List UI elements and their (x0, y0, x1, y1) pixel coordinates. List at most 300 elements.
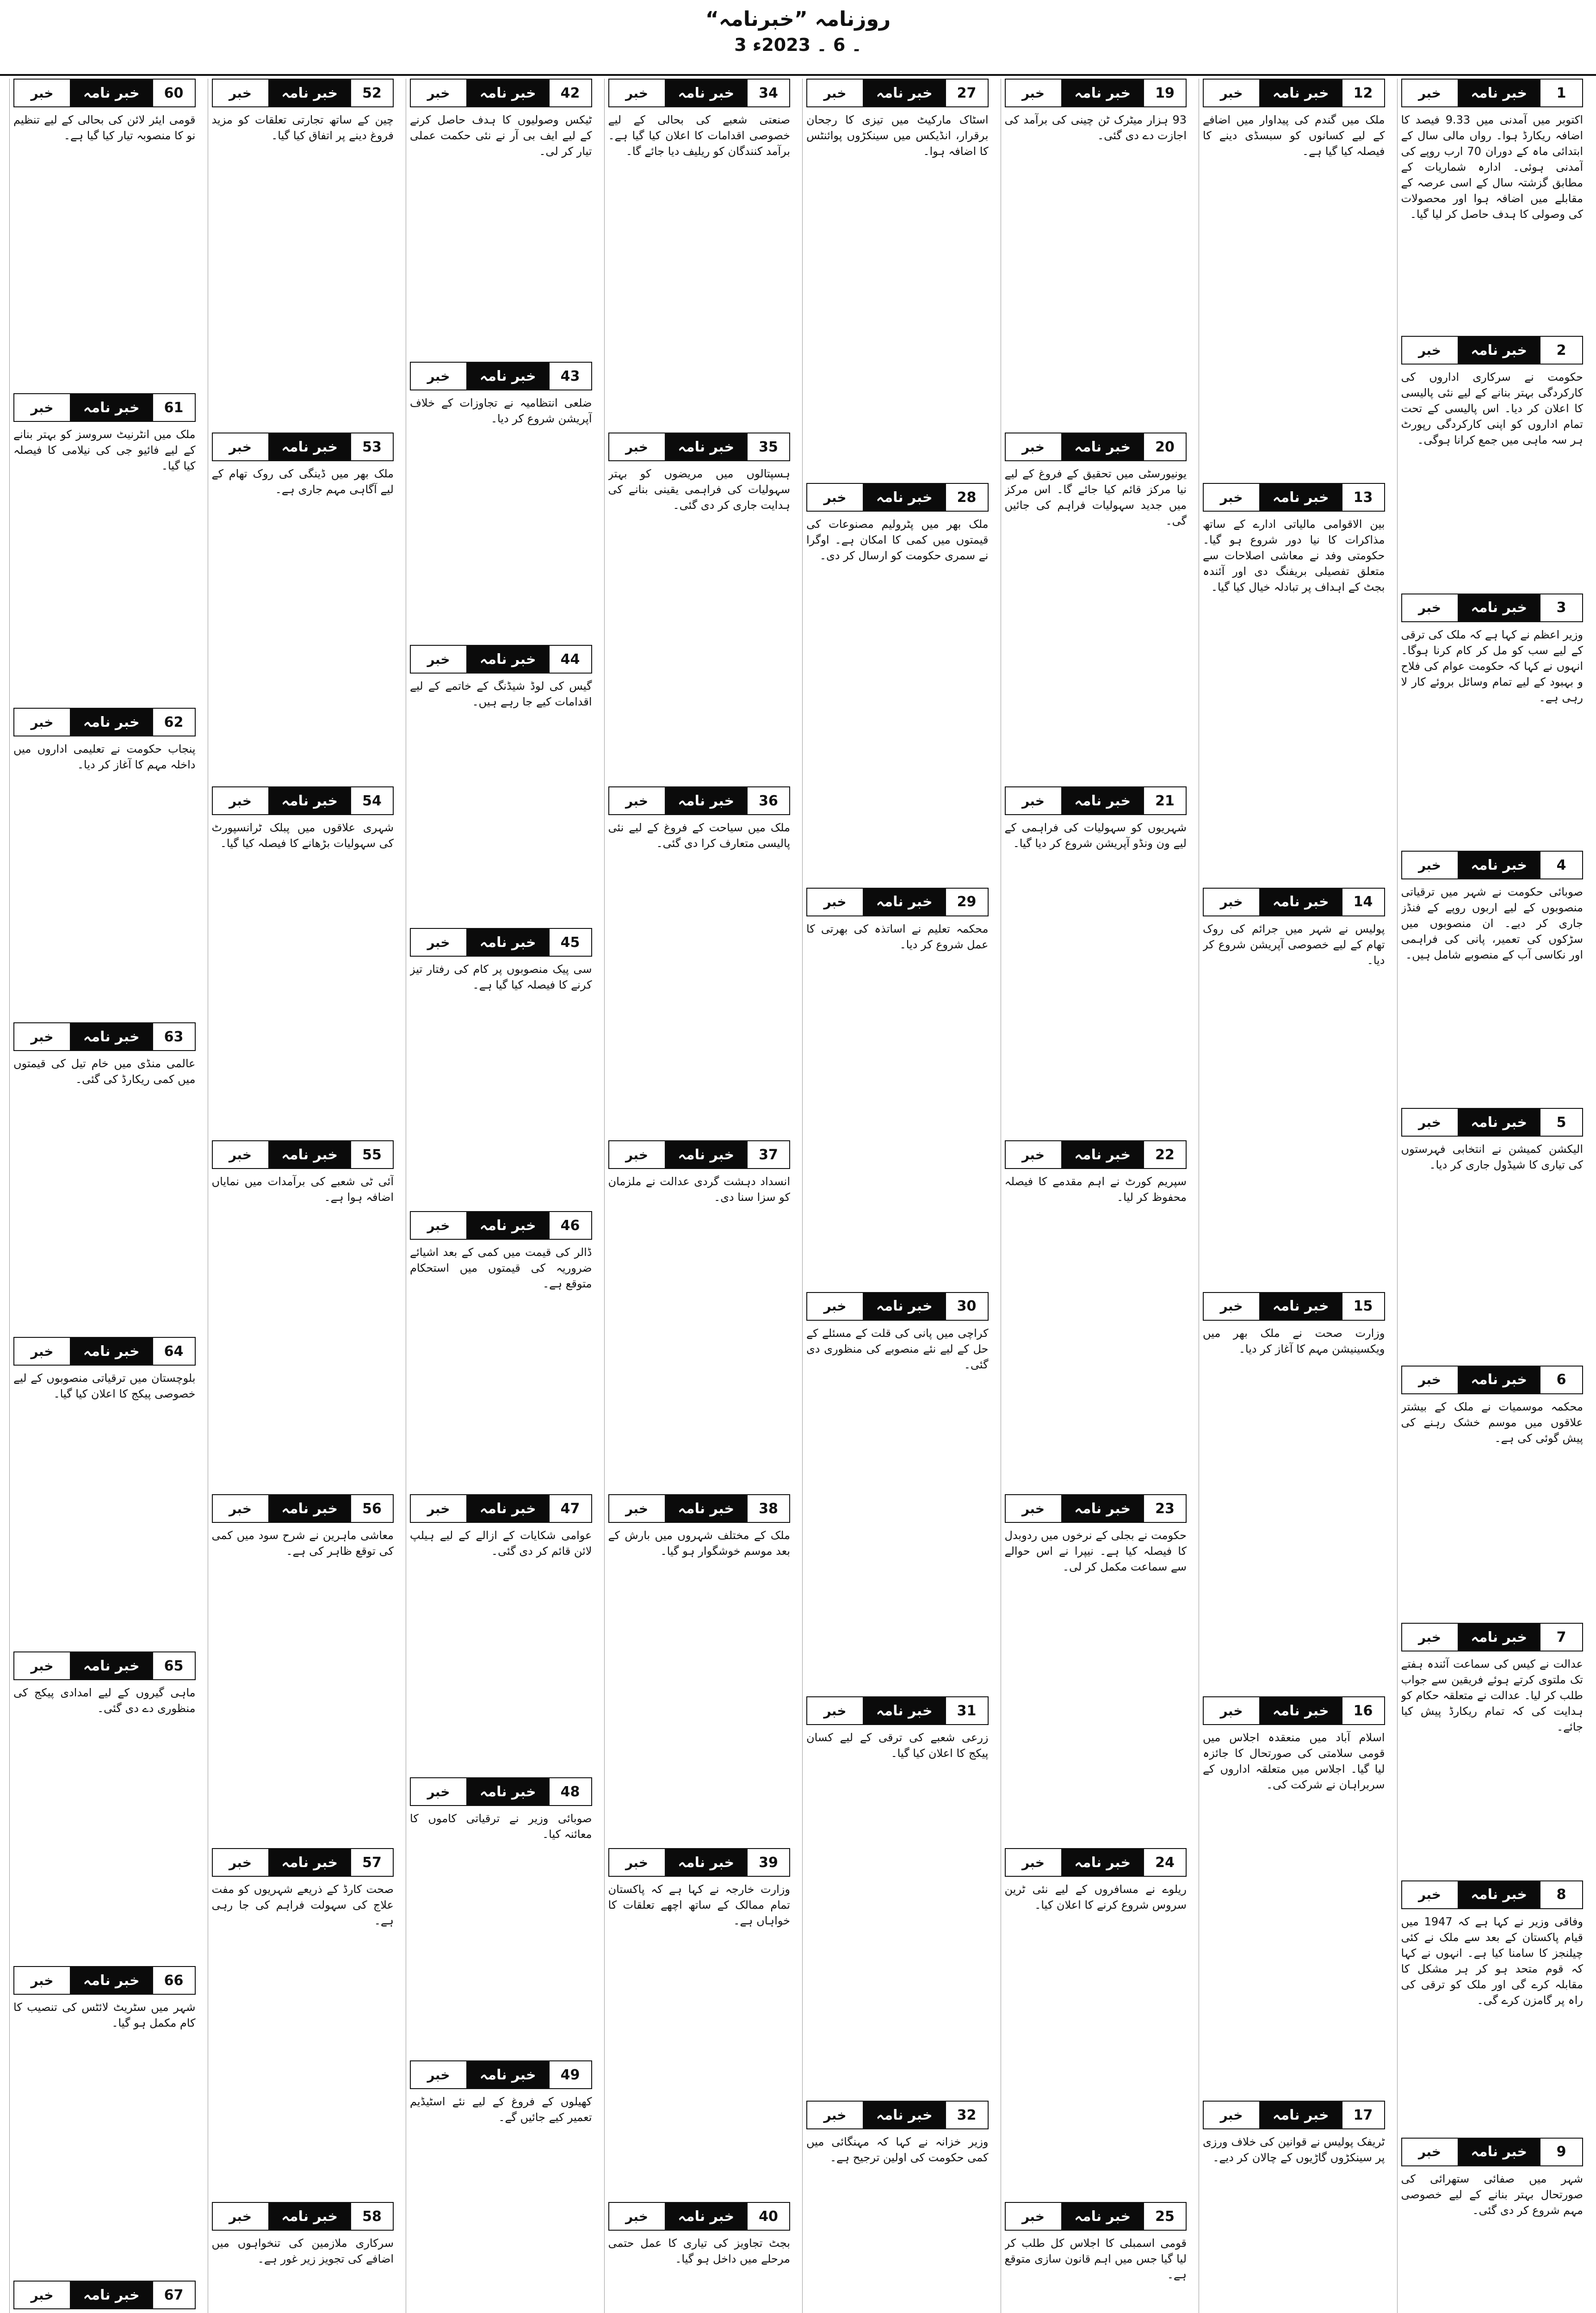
news-item-body: سرکاری ملازمین کی تنخواہوں میں اضافے کی تجویز زیر غور ہے۔ (211, 2237, 394, 2265)
news-item-tag: خبر (14, 1338, 71, 1365)
news-item (1005, 433, 1187, 782)
news-item (608, 786, 791, 1136)
news-item-header (13, 1337, 196, 1366)
news-item-header (806, 1696, 989, 1725)
news-item-section-label: خبر نامہ (467, 1778, 549, 1805)
news-item-tag: خبر (1006, 1495, 1062, 1522)
news-column (406, 79, 596, 2313)
news-item (1005, 1848, 1187, 2197)
news-item-number: 60 (152, 80, 195, 106)
news-column (1397, 79, 1587, 2313)
news-item (806, 1696, 989, 2096)
news-item-section-label: خبر نامہ (269, 1849, 351, 1876)
news-item-section-label: خبر نامہ (1062, 1141, 1144, 1168)
news-item-section-label: خبر نامہ (71, 80, 152, 106)
news-item-body: صحت کارڈ کے ذریعے شہریوں کو مفت علاج کی سہولت فراہم کی جا رہی ہے۔ (211, 1883, 394, 1927)
news-item-body: ملک بھر میں ڈینگی کی روک تھام کے لیے آگاہی مہم جاری ہے۔ (211, 467, 394, 496)
news-item-body: حکومت نے سرکاری اداروں کی کارکردگی بہتر بنانے کے لیے نئی پالیسی کا اعلان کر دیا۔ اس پالیسی کے تحت تمام اداروں کو اپنی کارکردگی رپورٹ ہر سہ ماہی میں جمع کرانا ہوگی۔ (1401, 371, 1583, 447)
news-item-number: 45 (549, 929, 591, 956)
news-item-tag: خبر (411, 1212, 467, 1239)
news-item-tag: خبر (213, 80, 269, 106)
news-item-body: ملک میں سیاحت کے فروغ کے لیے نئی پالیسی متعارف کرا دی گئی۔ (608, 821, 790, 850)
news-item-tag: خبر (213, 433, 269, 460)
news-item (608, 433, 791, 782)
news-item-tag: خبر (1006, 787, 1062, 814)
news-item (806, 1292, 989, 1692)
news-item-body: ٹیکس وصولیوں کا ہدف حاصل کرنے کے لیے ایف بی آر نے نئی حکمت عملی تیار کر لی۔ (410, 113, 592, 158)
news-item-tag: خبر (213, 2203, 269, 2230)
news-item-section-label: خبر نامہ (1459, 594, 1540, 621)
news-item-header (1203, 2101, 1385, 2129)
news-item-section-label: خبر نامہ (467, 363, 549, 390)
news-item-body: بجٹ تجاویز کی تیاری کا عمل حتمی مرحلے میں داخل ہو گیا۔ (608, 2237, 790, 2265)
news-item-tag: خبر (807, 80, 864, 106)
news-item (806, 888, 989, 1287)
news-item-tag: خبر (1006, 2203, 1062, 2230)
news-item-section-label: خبر نامہ (666, 787, 747, 814)
publication-title: روزنامہ ”خبرنامہ“ (705, 7, 891, 31)
news-item-tag: خبر (213, 1849, 269, 1876)
news-item (1203, 483, 1385, 883)
news-item-number: 37 (747, 1141, 789, 1168)
news-item (608, 79, 791, 428)
news-item (1401, 1623, 1584, 1875)
news-item-header (13, 1651, 196, 1680)
news-item-header (13, 393, 196, 422)
news-item-header (608, 786, 791, 815)
news-item-header (212, 79, 394, 107)
news-item-section-label: خبر نامہ (1459, 1624, 1540, 1651)
news-column (9, 79, 199, 2313)
news-item-section-label: خبر نامہ (467, 2061, 549, 2088)
news-item-header (1203, 79, 1385, 107)
news-item-body: وزیر خزانہ نے کہا کہ مہنگائی میں کمی حکومت کی اولین ترجیح ہے۔ (806, 2135, 989, 2165)
news-item-number: 63 (152, 1023, 195, 1050)
news-item-number: 20 (1143, 433, 1186, 460)
news-item-tag: خبر (1006, 1849, 1062, 1876)
news-item (1203, 79, 1385, 478)
news-item-section-label: خبر نامہ (269, 787, 351, 814)
news-item-body: ملک میں انٹرنیٹ سروسز کو بہتر بنانے کے لیے فائیو جی کی نیلامی کا فیصلہ کیا گیا۔ (13, 428, 196, 472)
news-item-tag: خبر (411, 2061, 467, 2088)
news-item-body: وزارت خارجہ نے کہا ہے کہ پاکستان تمام ممالک کے ساتھ اچھے تعلقات کا خواہاں ہے۔ (608, 1883, 790, 1927)
news-item-header (608, 1494, 791, 1523)
news-item-number: 57 (350, 1849, 393, 1876)
news-item-tag: خبر (1204, 1697, 1260, 1724)
news-item-header (410, 2060, 592, 2089)
news-item-tag: خبر (14, 80, 71, 106)
news-item-body: کراچی میں پانی کی قلت کے مسئلے کے حل کے لیے نئے منصوبے کی منظوری دی گئی۔ (806, 1326, 989, 1371)
news-item-tag: خبر (411, 1495, 467, 1522)
news-item-number: 54 (350, 787, 393, 814)
news-item-section-label: خبر نامہ (1062, 787, 1144, 814)
news-item-body: صوبائی حکومت نے شہر میں ترقیاتی منصوبوں کے لیے اربوں روپے کے فنڈز جاری کر دیے۔ ان منصوبوں میں سڑکوں کی تعمیر، پانی کی فراہمی اور نکاسی آب کے منصوبے شامل ہیں۔ (1401, 885, 1583, 962)
news-item (13, 393, 196, 703)
news-item-tag: خبر (807, 1697, 864, 1724)
news-item-header (1005, 433, 1187, 461)
news-item-section-label: خبر نامہ (467, 1495, 549, 1522)
news-item (806, 483, 989, 883)
news-item-tag: خبر (14, 1652, 71, 1679)
news-item-header (608, 433, 791, 461)
news-item-tag: خبر (213, 1141, 269, 1168)
news-item (1401, 2138, 1584, 2313)
news-item-number: 58 (350, 2203, 393, 2230)
news-item (410, 928, 592, 1206)
news-item-tag: خبر (1402, 1367, 1459, 1393)
news-item-body: ملک میں گندم کی پیداوار میں اضافے کے لیے کسانوں کو سبسڈی دینے کا فیصلہ کیا گیا ہے۔ (1203, 113, 1385, 158)
news-item-tag: خبر (14, 709, 71, 736)
news-item-header (1203, 1292, 1385, 1321)
news-item-tag: خبر (1402, 852, 1459, 878)
news-item-body: محکمہ موسمیات نے ملک کے بیشتر علاقوں میں موسم خشک رہنے کی پیش گوئی کی ہے۔ (1401, 1400, 1583, 1445)
news-item-header (1401, 79, 1584, 107)
news-item (1401, 1880, 1584, 2133)
news-item-section-label: خبر نامہ (1062, 433, 1144, 460)
news-item-number: 48 (549, 1778, 591, 1805)
news-item-number: 25 (1143, 2203, 1186, 2230)
news-item-number: 56 (350, 1495, 393, 1522)
news-item-section-label: خبر نامہ (1459, 852, 1540, 878)
news-item-section-label: خبر نامہ (666, 1495, 747, 1522)
news-item (1401, 594, 1584, 846)
news-item (608, 1494, 791, 1843)
news-item (410, 2060, 592, 2313)
news-item-section-label: خبر نامہ (864, 2102, 945, 2128)
news-item-tag: خبر (1402, 80, 1459, 106)
news-item (13, 1651, 196, 1961)
news-item-section-label: خبر نامہ (269, 1141, 351, 1168)
news-item-header (806, 2101, 989, 2129)
news-item-number: 4 (1540, 852, 1582, 878)
news-column (208, 79, 398, 2313)
news-item-header (212, 786, 394, 815)
news-item (608, 1140, 791, 1490)
news-item-tag: خبر (609, 787, 666, 814)
news-item (13, 1966, 196, 2276)
news-item-section-label: خبر نامہ (666, 1141, 747, 1168)
news-item-section-label: خبر نامہ (1260, 1697, 1342, 1724)
news-item (806, 79, 989, 478)
news-item-number: 46 (549, 1212, 591, 1239)
news-item-number: 49 (549, 2061, 591, 2088)
news-item-header (1401, 1880, 1584, 1909)
news-item-header (1401, 1623, 1584, 1651)
news-item-body: کھیلوں کے فروغ کے لیے نئے اسٹیڈیم تعمیر کیے جائیں گے۔ (410, 2095, 592, 2124)
news-item-body: الیکشن کمیشن نے انتخابی فہرستوں کی تیاری کا شیڈول جاری کر دیا۔ (1401, 1143, 1583, 1172)
news-item-tag: خبر (807, 889, 864, 915)
news-item-section-label: خبر نامہ (71, 2282, 152, 2308)
news-item-header (1401, 1366, 1584, 1394)
news-item-section-label: خبر نامہ (467, 1212, 549, 1239)
news-item-body: قومی اسمبلی کا اجلاس کل طلب کر لیا گیا جس میں اہم قانون سازی متوقع ہے۔ (1004, 2237, 1187, 2281)
news-item-header (410, 1211, 592, 1240)
news-item-number: 42 (549, 80, 591, 106)
news-item (1401, 336, 1584, 588)
news-item-number: 7 (1540, 1624, 1582, 1651)
news-item (13, 1337, 196, 1647)
news-item-header (410, 645, 592, 674)
news-item (13, 708, 196, 1018)
news-item-number: 22 (1143, 1141, 1186, 1168)
news-item-body: اکتوبر میں آمدنی میں 9.33 فیصد کا اضافہ ریکارڈ ہوا۔ رواں مالی سال کے ابتدائی ماہ کے دوران 70 ارب روپے کی آمدنی ہوئی۔ ادارہ شماریات کے مطابق گزشتہ سال کے اسی عرصہ کے مقابلے میں اضافہ ہوا اور محصولات کی وصولی کا ہدف حاصل کر لیا گیا۔ (1401, 113, 1583, 221)
news-item-tag: خبر (807, 2102, 864, 2128)
news-item-number: 3 (1540, 594, 1582, 621)
news-item-header (410, 928, 592, 957)
news-item-section-label: خبر نامہ (1459, 2139, 1540, 2165)
news-item-tag: خبر (1402, 594, 1459, 621)
masthead (0, 5, 1596, 76)
news-item-body: قومی ایئر لائن کی بحالی کے لیے تنظیم نو کا منصوبہ تیار کیا گیا ہے۔ (13, 113, 196, 142)
news-item-body: شہر میں سٹریٹ لائٹس کی تنصیب کا کام مکمل ہو گیا۔ (13, 2001, 196, 2029)
news-item-number: 13 (1342, 484, 1384, 511)
news-item (13, 2281, 196, 2313)
news-item-tag: خبر (1402, 1624, 1459, 1651)
news-item-body: آئی ٹی شعبے کی برآمدات میں نمایاں اضافہ ہوا ہے۔ (211, 1175, 394, 1204)
news-item-body: چین کے ساتھ تجارتی تعلقات کو مزید فروغ دینے پر اتفاق کیا گیا۔ (211, 113, 394, 142)
publication-date: 3 ۔ 6 ۔ 2023ء (734, 35, 862, 55)
news-item-header (410, 362, 592, 390)
news-item-tag: خبر (411, 929, 467, 956)
news-item-tag: خبر (609, 1495, 666, 1522)
news-item-body: ماہی گیروں کے لیے امدادی پیکج کی منظوری دے دی گئی۔ (13, 1686, 196, 1715)
news-item-number: 34 (747, 80, 789, 106)
news-item-body: پنجاب حکومت نے تعلیمی اداروں میں داخلہ مہم کا آغاز کر دیا۔ (13, 742, 196, 771)
news-column (604, 79, 794, 2313)
news-item-section-label: خبر نامہ (1062, 80, 1144, 106)
news-item (1005, 786, 1187, 1136)
news-item-body: ملک بھر میں پٹرولیم مصنوعات کی قیمتوں میں کمی کا امکان ہے۔ اوگرا نے سمری حکومت کو ارسال کر دی۔ (806, 518, 989, 563)
news-item-section-label: خبر نامہ (269, 433, 351, 460)
news-item-tag: خبر (14, 1023, 71, 1050)
news-item-section-label: خبر نامہ (864, 80, 945, 106)
news-item-body: حکومت نے بجلی کے نرخوں میں ردوبدل کا فیصلہ کیا ہے۔ نیپرا نے اس حوالے سے سماعت مکمل کر لی۔ (1004, 1529, 1187, 1573)
news-item-tag: خبر (609, 80, 666, 106)
news-item-header (806, 483, 989, 512)
news-item-header (806, 1292, 989, 1321)
news-item-number: 28 (945, 484, 988, 511)
news-item-number: 5 (1540, 1109, 1582, 1136)
news-item-tag: خبر (609, 1849, 666, 1876)
news-item-number: 14 (1342, 889, 1384, 915)
news-item-tag: خبر (1204, 484, 1260, 511)
news-item-body: اسٹاک مارکیٹ میں تیزی کا رجحان برقرار، انڈیکس میں سینکڑوں پوائنٹس کا اضافہ ہوا۔ (806, 113, 989, 158)
news-item-body: ٹریفک پولیس نے قوانین کی خلاف ورزی پر سینکڑوں گاڑیوں کے چالان کر دیے۔ (1203, 2135, 1385, 2165)
news-item-section-label: خبر نامہ (666, 80, 747, 106)
news-item-tag: خبر (1006, 80, 1062, 106)
news-item-number: 27 (945, 80, 988, 106)
news-item-number: 39 (747, 1849, 789, 1876)
news-item-number: 38 (747, 1495, 789, 1522)
news-item-body: صوبائی وزیر نے ترقیاتی کاموں کا معائنہ کیا۔ (410, 1812, 592, 1841)
news-item-body: بلوچستان میں ترقیاتی منصوبوں کے لیے خصوصی پیکج کا اعلان کیا گیا۔ (13, 1372, 196, 1400)
news-column (1199, 79, 1389, 2313)
news-item-number: 65 (152, 1652, 195, 1679)
news-item-tag: خبر (807, 1293, 864, 1320)
news-item-body: معاشی ماہرین نے شرح سود میں کمی کی توقع ظاہر کی ہے۔ (211, 1529, 394, 1558)
news-item-section-label: خبر نامہ (1260, 484, 1342, 511)
news-item-number: 9 (1540, 2139, 1582, 2165)
news-item (13, 79, 196, 389)
news-columns (9, 79, 1587, 2313)
news-item-body: سپریم کورٹ نے اہم مقدمے کا فیصلہ محفوظ کر لیا۔ (1004, 1175, 1187, 1204)
news-item-number: 43 (549, 363, 591, 390)
news-item (212, 1848, 394, 2197)
news-item-tag: خبر (411, 363, 467, 390)
news-item-header (13, 1022, 196, 1051)
news-item-header (13, 2281, 196, 2309)
news-item-body: زرعی شعبے کی ترقی کے لیے کسان پیکج کا اعلان کیا گیا۔ (806, 1731, 989, 1760)
news-item (410, 79, 592, 357)
news-item (410, 645, 592, 923)
news-item (212, 79, 394, 428)
news-item (1401, 1366, 1584, 1618)
news-item-section-label: خبر نامہ (71, 1338, 152, 1365)
news-item-number: 2 (1540, 337, 1582, 364)
news-column (802, 79, 992, 2313)
news-item-header (1401, 336, 1584, 365)
news-item-body: وزیر اعظم نے کہا ہے کہ ملک کی ترقی کے لیے سب کو مل کر کام کرنا ہوگا۔ انہوں نے کہا کہ حکومت عوام کی فلاح و بہبود کے لیے تمام وسائل بروئے کار لا رہی ہے۔ (1401, 628, 1583, 704)
news-item-number: 61 (152, 394, 195, 421)
news-item-tag: خبر (411, 1778, 467, 1805)
news-item-tag: خبر (411, 646, 467, 673)
news-item-header (806, 79, 989, 107)
news-item-tag: خبر (14, 394, 71, 421)
news-item-body: ملک کے مختلف شہروں میں بارش کے بعد موسم خوشگوار ہو گیا۔ (608, 1529, 790, 1558)
news-item (13, 1022, 196, 1332)
news-item-section-label: خبر نامہ (1459, 1367, 1540, 1393)
news-item-section-label: خبر نامہ (71, 1967, 152, 1994)
news-item-body: ہسپتالوں میں مریضوں کو بہتر سہولیات کی فراہمی یقینی بنانے کی ہدایت جاری کر دی گئی۔ (608, 467, 790, 512)
news-item (1203, 1696, 1385, 2096)
news-item-tag: خبر (14, 1967, 71, 1994)
news-item-body: محکمہ تعلیم نے اساتذہ کی بھرتی کا عمل شروع کر دیا۔ (806, 922, 989, 951)
news-item-header (1005, 2202, 1187, 2231)
news-item-section-label: خبر نامہ (269, 2203, 351, 2230)
news-item-body: 93 ہزار میٹرک ٹن چینی کی برآمد کی اجازت دے دی گئی۔ (1004, 113, 1187, 142)
news-item-header (1005, 1494, 1187, 1523)
news-item-number: 40 (747, 2203, 789, 2230)
news-item-section-label: خبر نامہ (71, 1652, 152, 1679)
news-item-section-label: خبر نامہ (467, 646, 549, 673)
news-item (212, 1140, 394, 1490)
news-item-section-label: خبر نامہ (1260, 2102, 1342, 2128)
news-item-body: بین الاقوامی مالیاتی ادارے کے ساتھ مذاکرات کا نیا دور شروع ہو گیا۔ حکومتی وفد نے معاشی اصلاحات سے متعلق تفصیلی بریفنگ دی اور آئندہ بجٹ کے اہداف پر تبادلہ خیال کیا گیا۔ (1203, 518, 1385, 594)
news-item-section-label: خبر نامہ (1062, 2203, 1144, 2230)
news-item (806, 2101, 989, 2313)
news-item (212, 433, 394, 782)
news-item-body: ڈالر کی قیمت میں کمی کے بعد اشیائے ضروریہ کی قیمتوں میں استحکام متوقع ہے۔ (410, 1246, 592, 1290)
news-item-section-label: خبر نامہ (71, 394, 152, 421)
news-item (1203, 2101, 1385, 2313)
news-item (608, 2202, 791, 2313)
news-item-body: عوامی شکایات کے ازالے کے لیے ہیلپ لائن قائم کر دی گئی۔ (410, 1529, 592, 1558)
news-item-tag: خبر (213, 1495, 269, 1522)
news-item-number: 52 (350, 80, 393, 106)
news-item (212, 1494, 394, 1843)
news-item-number: 53 (350, 433, 393, 460)
news-item (1005, 1494, 1187, 1843)
news-item-number: 30 (945, 1293, 988, 1320)
news-item-number: 66 (152, 1967, 195, 1994)
news-item-body: انسداد دہشت گردی عدالت نے ملزمان کو سزا سنا دی۔ (608, 1175, 790, 1204)
news-item (410, 1777, 592, 2056)
news-item-section-label: خبر نامہ (1260, 889, 1342, 915)
news-item-section-label: خبر نامہ (1459, 1109, 1540, 1136)
news-item-number: 12 (1342, 80, 1384, 106)
news-item-header (608, 79, 791, 107)
news-item-number: 17 (1342, 2102, 1384, 2128)
news-item-number: 47 (549, 1495, 591, 1522)
news-item-body: عالمی منڈی میں خام تیل کی قیمتوں میں کمی ریکارڈ کی گئی۔ (13, 1057, 196, 1086)
news-item (1005, 1140, 1187, 1490)
news-item-number: 29 (945, 889, 988, 915)
news-item-section-label: خبر نامہ (666, 1849, 747, 1876)
news-item-header (608, 1140, 791, 1169)
news-item-section-label: خبر نامہ (269, 80, 351, 106)
news-item-tag: خبر (1204, 1293, 1260, 1320)
news-item-tag: خبر (411, 80, 467, 106)
news-item-header (1005, 1848, 1187, 1877)
news-item-header (608, 1848, 791, 1877)
news-item (1203, 888, 1385, 1287)
news-item-tag: خبر (1204, 2102, 1260, 2128)
news-item-body: شہری علاقوں میں پبلک ٹرانسپورٹ کی سہولیات بڑھانے کا فیصلہ کیا گیا۔ (211, 821, 394, 850)
news-item-section-label: خبر نامہ (1062, 1849, 1144, 1876)
news-item-body: پولیس نے شہر میں جرائم کی روک تھام کے لیے خصوصی آپریشن شروع کر دیا۔ (1203, 922, 1385, 967)
news-item-tag: خبر (1402, 1109, 1459, 1136)
news-item-number: 23 (1143, 1495, 1186, 1522)
news-item (1401, 79, 1584, 331)
news-item-tag: خبر (213, 787, 269, 814)
news-item-tag: خبر (609, 433, 666, 460)
news-item-tag: خبر (1204, 80, 1260, 106)
news-item (1203, 1292, 1385, 1692)
news-item-section-label: خبر نامہ (467, 929, 549, 956)
news-item-number: 35 (747, 433, 789, 460)
news-item-header (13, 1966, 196, 1995)
news-item-body: یونیورسٹی میں تحقیق کے فروغ کے لیے نیا مرکز قائم کیا جائے گا۔ اس مرکز میں جدید سہولیات فراہم کی جائیں گی۔ (1004, 467, 1187, 527)
news-item (410, 362, 592, 640)
news-item-header (1401, 851, 1584, 879)
news-item (1005, 79, 1187, 428)
news-item-section-label: خبر نامہ (1459, 80, 1540, 106)
news-item-number: 1 (1540, 80, 1582, 106)
news-item-header (212, 1140, 394, 1169)
news-item-header (212, 433, 394, 461)
news-item-header (1005, 1140, 1187, 1169)
news-item-tag: خبر (609, 2203, 666, 2230)
news-item-section-label: خبر نامہ (864, 1697, 945, 1724)
news-item-header (1005, 79, 1187, 107)
news-item-body: وفاقی وزیر نے کہا ہے کہ 1947 میں قیام پاکستان کے بعد سے ملک نے کئی چیلنجز کا سامنا کیا ہے۔ انہوں نے کہا کہ قوم متحد ہو کر ہر مشکل کا مقابلہ کرے گی اور ملک کو ترقی کی راہ پر گامزن کرے گی۔ (1401, 1915, 1583, 2007)
news-item-number: 15 (1342, 1293, 1384, 1320)
news-item-header (13, 79, 196, 107)
news-item-number: 16 (1342, 1697, 1384, 1724)
news-item-number: 8 (1540, 1881, 1582, 1908)
news-item-section-label: خبر نامہ (1062, 1495, 1144, 1522)
news-item-tag: خبر (609, 1141, 666, 1168)
news-item-number: 24 (1143, 1849, 1186, 1876)
news-item (410, 1211, 592, 1490)
news-item-header (1401, 2138, 1584, 2166)
news-item (410, 1494, 592, 1773)
news-item-number: 36 (747, 787, 789, 814)
news-item-section-label: خبر نامہ (1459, 337, 1540, 364)
news-item-body: ریلوے نے مسافروں کے لیے نئی ٹرین سروس شروع کرنے کا اعلان کیا۔ (1004, 1883, 1187, 1911)
news-item-header (410, 79, 592, 107)
news-column (1001, 79, 1191, 2313)
